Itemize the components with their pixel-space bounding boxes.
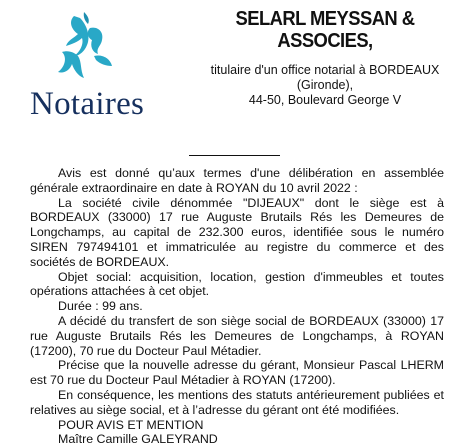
firm-region-line: (Gironde), bbox=[296, 78, 354, 92]
notice-header bbox=[190, 8, 460, 108]
section-divider bbox=[189, 155, 280, 156]
firm-name-line-2: ASSOCIES, bbox=[277, 30, 373, 52]
notaires-logo bbox=[28, 12, 178, 120]
notice-paragraph: La société civile dénommée "DIJEAUX" dont le siège est à BORDEAUX (33000) 17 rue Auguste Brutails Rés les Demeures de Longchamps, au capital de 232.300 euros, identifiée sous le numéro SIREN 797494101 et immatriculée au registre du commerce et des sociétés de BORDEAUX. bbox=[30, 195, 444, 269]
notice-paragraph: Avis est donné qu’aux termes d'une délibération en assemblée générale extraordinaire en date à ROYAN du 10 avril 2022 : bbox=[30, 166, 444, 195]
notice-paragraph: Précise que la nouvelle adresse du gérant, Monsieur Pascal LHERM est 70 rue du Docteur Paul Métadier à ROYAN (17200). bbox=[30, 358, 444, 388]
emblem-ribbon-shape bbox=[58, 51, 84, 78]
emblem-face-shape bbox=[88, 28, 103, 54]
firm-address-line: 44-50, Boulevard George V bbox=[248, 93, 402, 107]
emblem-leaf-shape bbox=[94, 55, 112, 66]
marianne-emblem-icon bbox=[28, 12, 148, 88]
notice-paragraph: Objet social: acquisition, location, gestion d'immeubles et toutes opérations attachées à cet objet. bbox=[30, 269, 444, 299]
emblem-flame-shape bbox=[84, 12, 89, 24]
firm-name-line-1: SELARL MEYSSAN & bbox=[235, 8, 415, 30]
logo-wordmark: Notaires bbox=[30, 86, 145, 122]
notice-paragraph: En conséquence, les mentions des statuts antérieurement publiées et relatives au siège social, et à l’adresse du gérant ont été modifiées. bbox=[30, 387, 444, 417]
notice-paragraph: Durée : 99 ans. bbox=[58, 299, 143, 314]
notice-paragraph: A décidé du transfert de son siège social de BORDEAUX (33000) 17 rue Auguste Brutails Rés les Demeures de Longchamps, à ROYAN (17200), 70 rue du Docteur Paul Métadier. bbox=[30, 313, 444, 358]
notice-closing: POUR AVIS ET MENTION bbox=[58, 417, 204, 432]
notice-body bbox=[30, 166, 444, 447]
emblem-hair-shape bbox=[66, 16, 89, 56]
firm-office-line: titulaire d'un office notarial à BORDEAUX bbox=[210, 63, 440, 77]
firm-details bbox=[190, 63, 460, 108]
notice-signature: Maître Camille GALEYRAND bbox=[58, 432, 218, 447]
